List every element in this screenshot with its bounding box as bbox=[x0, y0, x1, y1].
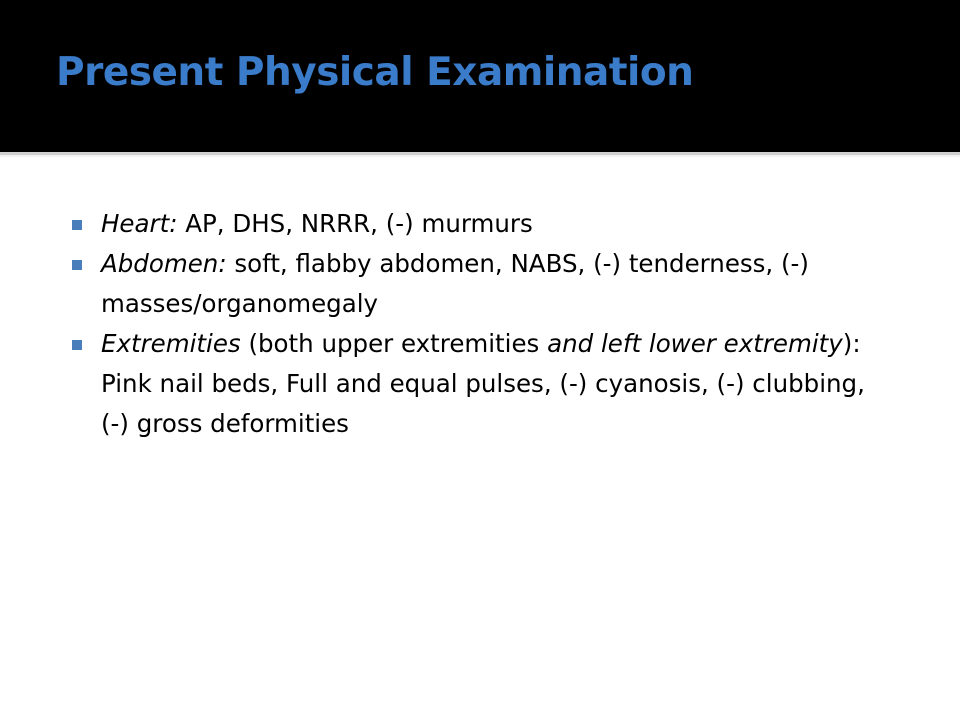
bullet-heart bbox=[72, 204, 892, 244]
title-bar bbox=[0, 0, 960, 152]
extremities-scope-open: (both upper extremities bbox=[240, 329, 548, 358]
slide-title: Present Physical Examination bbox=[56, 50, 694, 95]
abdomen-label: Abdomen: bbox=[101, 249, 227, 278]
title-divider-highlight bbox=[0, 155, 960, 157]
extremities-label: Extremities bbox=[101, 329, 241, 358]
abdomen-findings: soft, flabby abdomen, NABS, (-) tenderness, (-) masses/organomegaly bbox=[101, 249, 809, 318]
square-bullet-icon bbox=[72, 220, 82, 230]
heart-label: Heart: bbox=[101, 209, 178, 238]
extremities-findings: ): Pink nail beds, Full and equal pulses, (-) cyanosis, (-) clubbing, (-) gross deformities bbox=[101, 329, 865, 438]
square-bullet-icon bbox=[72, 340, 82, 350]
heart-findings: AP, DHS, NRRR, (-) murmurs bbox=[177, 209, 533, 238]
bullet-abdomen bbox=[72, 244, 892, 324]
square-bullet-icon bbox=[72, 260, 82, 270]
extremities-scope-qualifier: and left lower extremity bbox=[547, 329, 843, 358]
bullet-list bbox=[72, 204, 892, 444]
slide-body bbox=[72, 204, 892, 444]
bullet-extremities bbox=[72, 324, 892, 444]
